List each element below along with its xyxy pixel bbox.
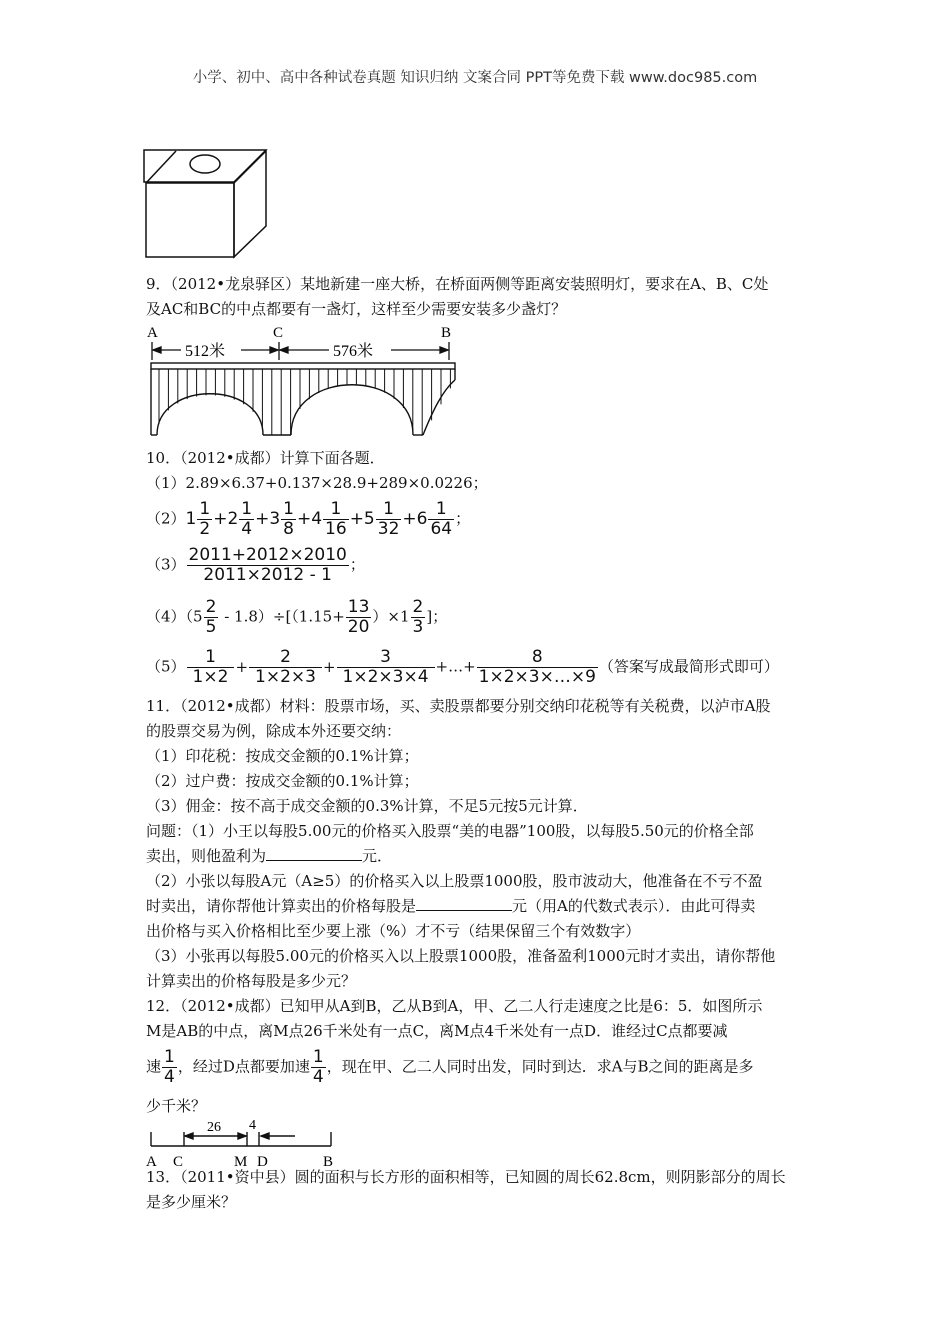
q10-p2-fraction: $\frac{1}{64}$: [430, 499, 453, 539]
q11-line-5: （3）佣金：按不高于成交金额的0.3%计算，不足5元按5元计算．: [146, 797, 588, 815]
q11-line-10: 出价格与买入价格相比至少要上涨（%）才不亏（结果保留三个有效数字）: [146, 922, 641, 940]
q11-line-4: （2）过户费：按成交金额的0.1%计算；: [146, 772, 419, 790]
q11-line-3: （1）印花税：按成交金额的0.1%计算；: [146, 747, 419, 765]
road-label-4: 4: [249, 1118, 256, 1133]
q10-p2-end: ；: [455, 509, 471, 528]
q12-line-1: 12．（2012•成都）已知甲从A到B，乙从B到A，甲、乙二人行走速度之比是6：5．如图所示: [146, 997, 763, 1015]
road-label-d: D: [257, 1154, 268, 1170]
plus-sign: +: [235, 657, 249, 676]
bridge-label-a: A: [147, 325, 158, 341]
q10-p2-whole: +3: [255, 508, 281, 529]
page-header-banner: 小学、初中、高中各种试卷真题 知识归纳 文案合同 PPT等免费下载 www.doc985.com: [192, 70, 758, 86]
q10-p4-a: （5: [185, 607, 203, 626]
q10-p3-fraction: [187, 546, 349, 585]
answer-blank-1[interactable]: [266, 846, 362, 861]
q11-line-8: （2）小张以每股A元（A≥5）的价格买入以上股票1000股，股市波动大，他准备在不亏不盈: [146, 872, 763, 890]
q10-part-2: [146, 500, 470, 539]
q10-p2-fraction: $\frac{1}{16}$: [325, 499, 347, 539]
q10-p5-last-fraction: $\frac{8}{1\times 2\times 3\times\dots\times 9}$: [478, 647, 596, 687]
road-label-c: C: [173, 1154, 184, 1170]
q9-line-2: 及AC和BC的中点都要有一盏灯，这样至少需要安装多少盏灯？: [146, 300, 567, 318]
plus-sign: +: [322, 657, 336, 676]
q10-p2-fraction: $\frac{1}{8}$: [283, 499, 294, 539]
q10-part-3: [146, 546, 365, 585]
q11-line-7: 卖出，则他盈利为 元．: [146, 847, 393, 865]
q10-p2-fraction: $\frac{1}{32}$: [377, 499, 400, 539]
q10-p4-b: - 1.8）÷[（1.15+: [219, 607, 345, 626]
q12-line-2: M是AB的中点，离M点26千米处有一点C，离M点4千米处有一点D．谁经过C点都要减: [146, 1022, 728, 1040]
q10-p4-c: ）×1: [372, 607, 410, 626]
q10-p4-label: （4）: [146, 607, 186, 626]
q9-line-1: 9．（2012•龙泉驿区）某地新建一座大桥，在桥面两侧等距离安装照明灯，要求在A、B、C处: [146, 275, 769, 293]
q10-part-1: （1）2.89×6.37+0.137×28.9+289×0.0226；: [146, 474, 488, 492]
q11-line-11: （3）小张再以每股5.00元的价格买入以上股票1000股，准备盈利1000元时才卖出，请你帮他: [146, 947, 776, 965]
bridge-distance-cb: 576米: [333, 343, 374, 360]
q11-line-1: 11．（2012•成都）材料：股票市场，买、卖股票都要分别交纳印花税等有关税费，以泸市A股: [146, 697, 771, 715]
q10-p2-label: （2）: [146, 509, 186, 528]
q10-p4-d: ]；: [426, 607, 448, 626]
q10-p3-end: ；: [349, 555, 365, 574]
q12-fraction-decel: $\frac{1}{4}$: [164, 1047, 175, 1087]
road-label-26: 26: [207, 1120, 221, 1135]
q10-part-4: [146, 598, 447, 637]
road-label-b: B: [323, 1154, 334, 1170]
q10-p2-whole: +5: [349, 508, 375, 529]
cube-figure: [142, 146, 270, 260]
q10-p2-whole: +2: [213, 508, 239, 529]
q13-line-1: 13．（2011•资中县）圆的面积与长方形的面积相等，已知圆的周长62.8cm，则阴影部分的周长: [146, 1168, 786, 1186]
q10-part-5: [146, 648, 779, 687]
bridge-label-b: B: [441, 325, 452, 341]
q10-p4-frac2: $\frac{13}{20}$: [347, 597, 370, 637]
q10-p5-note: （答案写成最简形式即可）: [598, 657, 779, 676]
q10-p3-numerator: 2011+2012×2010: [188, 545, 347, 565]
road-label-a: A: [146, 1154, 157, 1170]
bridge-distance-ac: 512米: [185, 343, 226, 360]
road-label-m: M: [234, 1154, 248, 1170]
q10-p3-denominator: 2011×2012 - 1: [203, 565, 332, 585]
q10-p4-frac1: $\frac{2}{5}$: [205, 597, 217, 637]
q11-line-6: 问题：（1）小王以每股5.00元的价格买入股票“美的电器”100股，以每股5.50元的价格全部: [146, 822, 754, 840]
q12-fraction-accel: $\frac{1}{4}$: [312, 1047, 324, 1087]
q10-p2-fraction: $\frac{1}{2}$: [199, 499, 211, 539]
q11-line-12: 计算卖出的价格每股是多少元？: [146, 972, 357, 990]
q10-p5-fraction: $\frac{1}{1\times 2}$: [187, 648, 235, 687]
q11-line-2: 的股票交易为例，除成本外还要交纳：: [146, 722, 402, 740]
q12-line-4: 少千米？: [146, 1097, 207, 1115]
q10-p3-label: （3）: [146, 555, 186, 574]
q10-title: 10．（2012•成都）计算下面各题．: [146, 449, 385, 467]
bridge-label-c: C: [273, 325, 284, 341]
q10-p4-frac3: $\frac{2}{3}$: [412, 597, 424, 637]
bridge-figure: [143, 320, 463, 438]
q10-p2-fraction: $\frac{1}{4}$: [241, 499, 253, 539]
q12-line-3: 速 $\frac{1}{4}$ ，经过D点都要加速 $\frac{1}{4}$ ，现在甲、乙二人同时出发，同时到达．求A与B之间的距离是多: [146, 1047, 754, 1087]
q10-p5-dots: +…+: [435, 657, 476, 676]
q10-p5-label: （5）: [146, 657, 186, 676]
q10-p5-fraction: $\frac{2}{1\times 2\times 3}$: [249, 648, 322, 687]
q10-p2-whole: 1: [185, 508, 197, 529]
q10-p5-fraction: $\frac{3}{1\times 2\times 3\times 4}$: [337, 648, 435, 687]
q13-line-2: 是多少厘米？: [146, 1193, 237, 1211]
q11-line-9: 时卖出，请你帮他计算卖出的价格每股是 元（用A的代数式表示）．由此可得卖: [146, 897, 756, 915]
road-diagram: [143, 1112, 343, 1172]
answer-blank-2[interactable]: [416, 896, 512, 911]
q10-p2-whole: +6: [402, 508, 428, 529]
q10-p2-whole: +4: [296, 508, 323, 529]
